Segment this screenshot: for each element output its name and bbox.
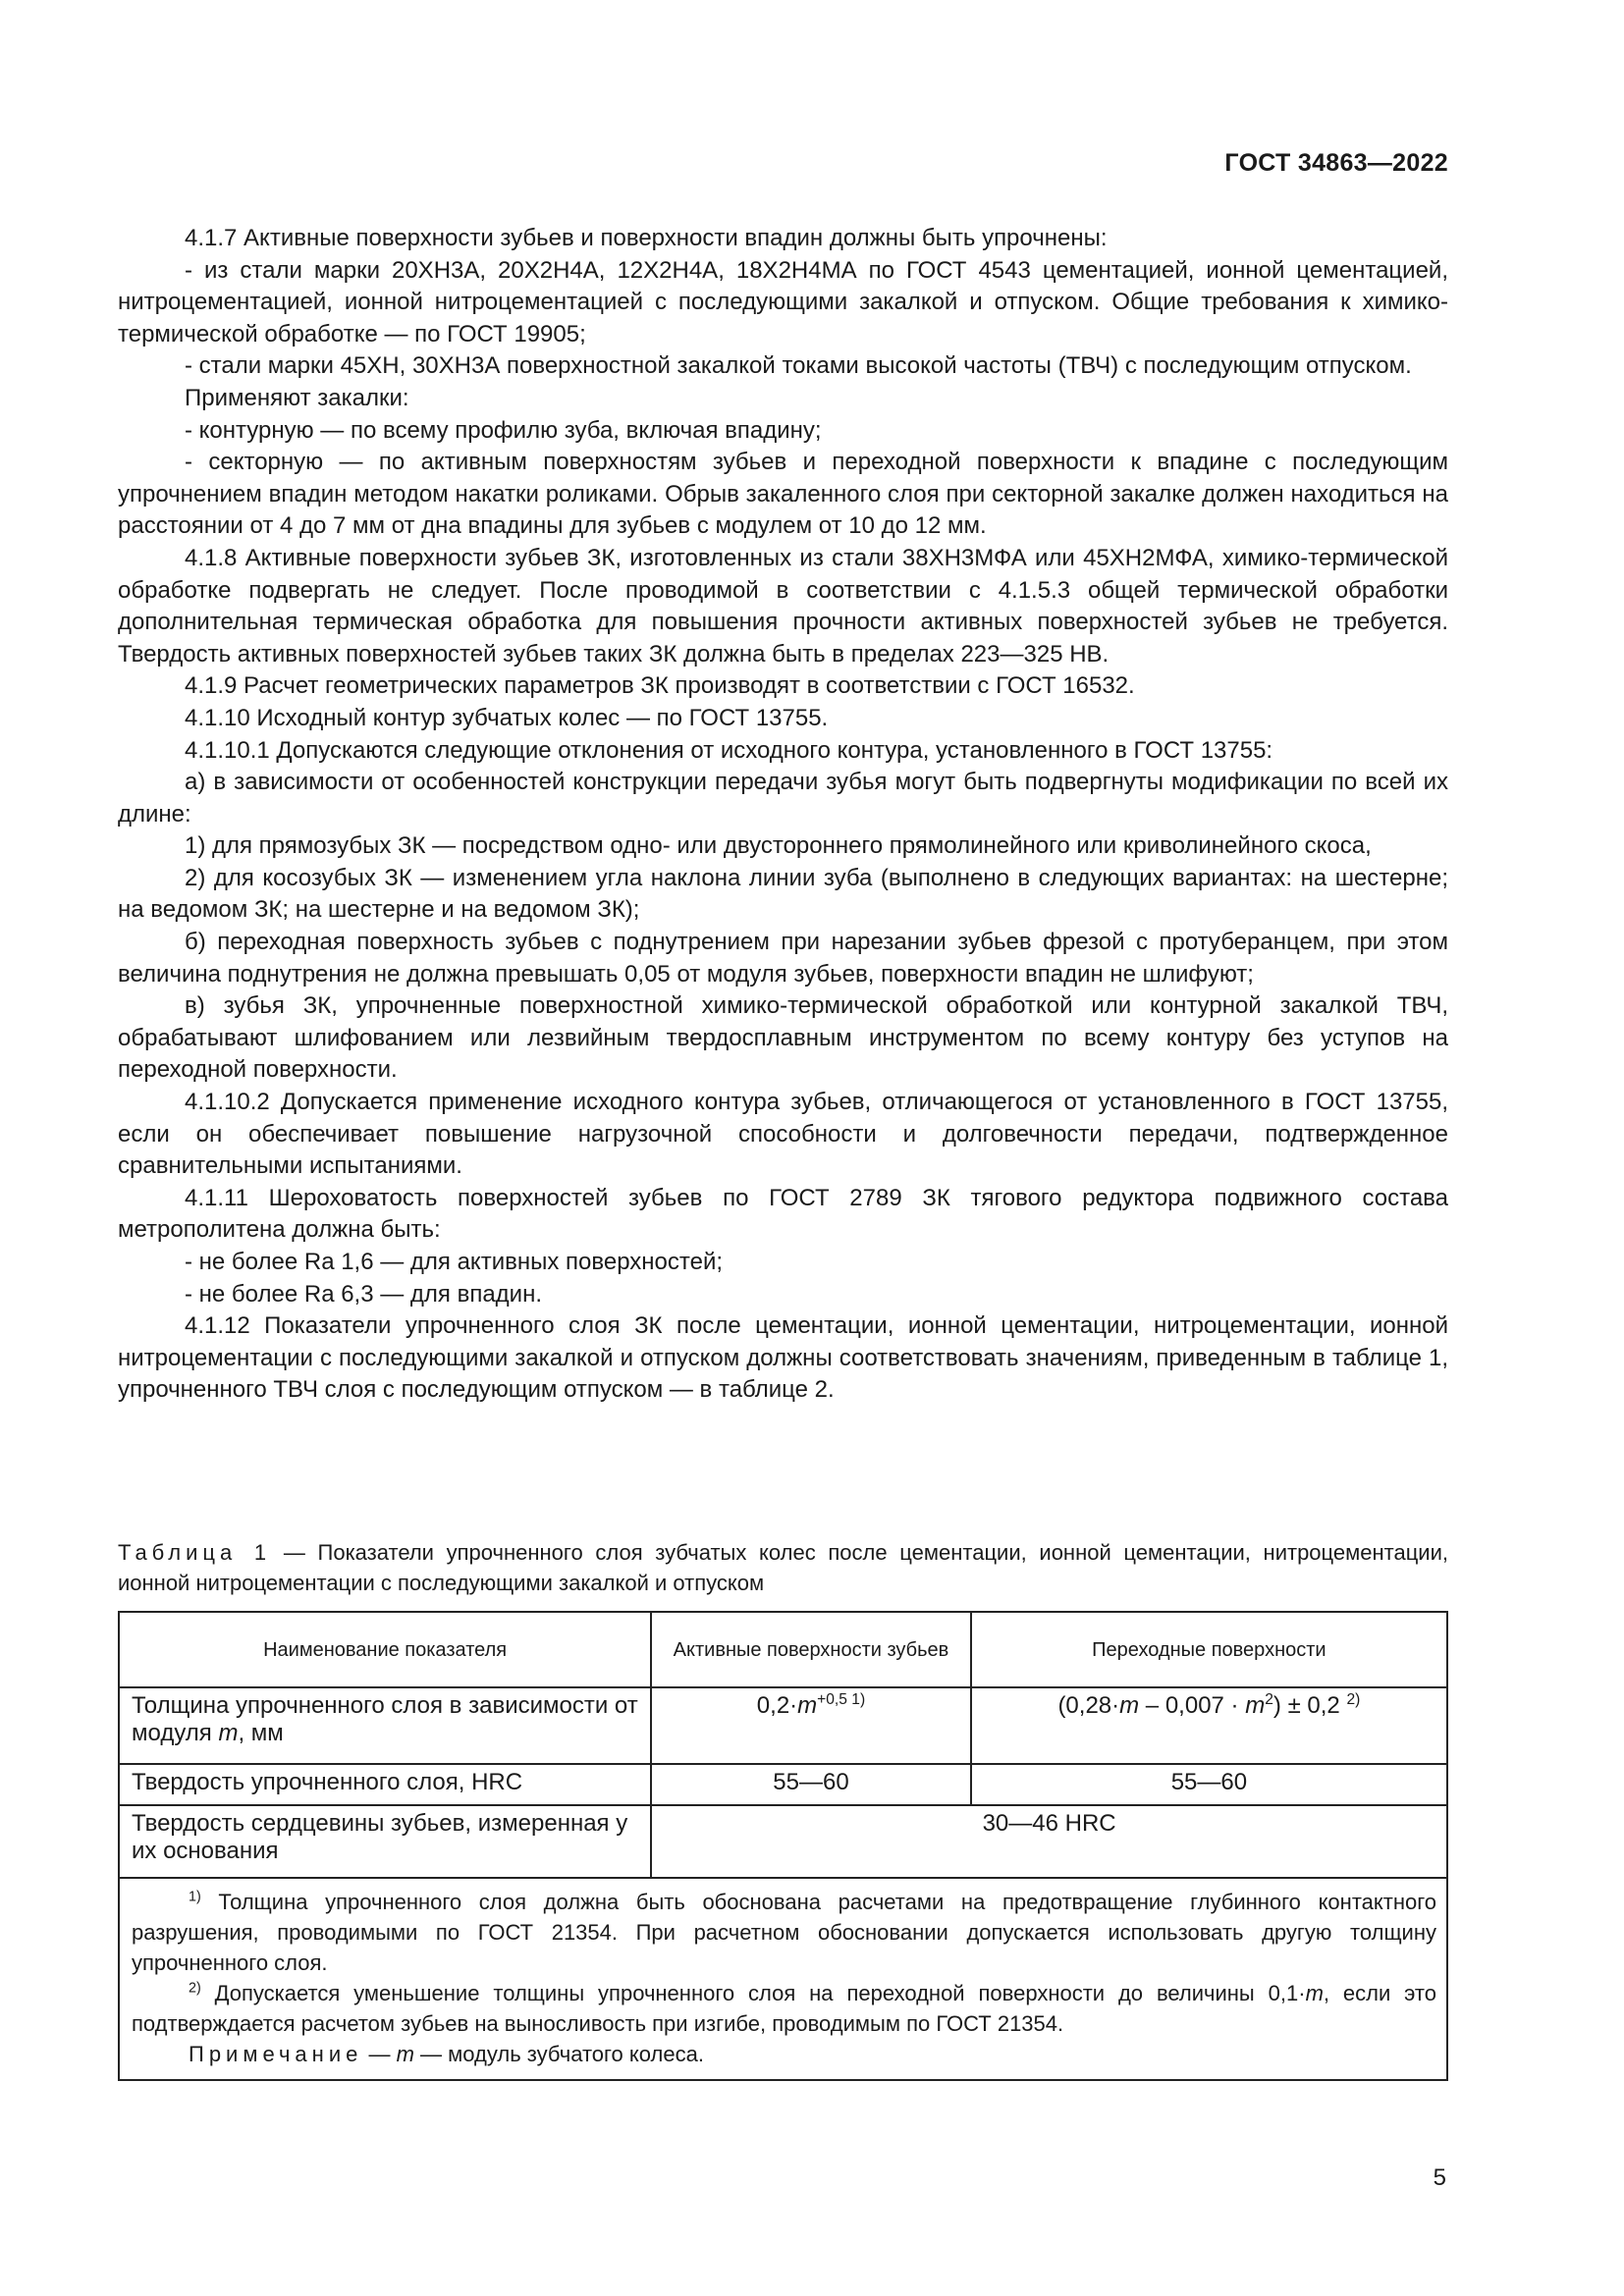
table-footnotes — [119, 1878, 1447, 2080]
paragraph: 4.1.10.2 Допускается применение исходного контура зубьев, отличающегося от установленного в ГОСТ 13755, если он обеспечивает повышение нагрузочной способности и долговечности передачи, подтвержденное сравнительными испытаниями. — [118, 1089, 1448, 1180]
table-footnotes-row — [119, 1878, 1447, 2080]
paragraph: - из стали марки 20ХН3А, 20Х2Н4А, 12Х2Н4А, 18Х2Н4МА по ГОСТ 4543 цементацией, ионной цементацией, нитроцементацией, ионной нитроцементацией с последующими закалкой и отпуском. Общие требования к химико-термической обработке — по ГОСТ 19905; — [118, 256, 1448, 347]
cell-layer-thickness-transition: $(0,28\cdot m - 0,007 \cdot m^2) \pm 0,2$ $^{2)}$ — [971, 1687, 1447, 1764]
paragraph: - не более Ra 6,3 — для впадин. — [185, 1280, 543, 1308]
header-cell-active-surfaces: Активные поверхности зубьев — [651, 1612, 971, 1687]
paragraph: 4.1.10.1 Допускаются следующие отклонения от исходного контура, установленного в ГОСТ 13755: — [185, 736, 1273, 764]
paragraph: 4.1.12 Показатели упрочненного слоя ЗК после цементации, ионной цементации, нитроцементации, ионной нитроцементации с последующими закалкой и отпуском должны соответствовать значениям, приведенным в таблице 1, упрочненного ТВЧ слоя с последующим отпуском — в таблице 2. — [118, 1312, 1448, 1404]
header-cell-transition-surfaces: Переходные поверхности — [971, 1612, 1447, 1687]
table-caption-text: — Показатели упрочненного слоя зубчатых колес после цементации, ионной цементации, нитроцементации, ионной нитроцементации с последующими закалкой и отпуском — [118, 1540, 1448, 1595]
paragraph: - секторную — по активным поверхностям зубьев и переходной поверхности к впадине с последующим упрочнением впадин методом накатки роликами. Обрыв закаленного слоя при секторной закалке должен находиться на расстоянии от 4 до 7 мм от дна впадины для зубьев с модулем от 10 до 12 мм. — [118, 449, 1448, 540]
paragraph: - контурную — по всему профилю зуба, включая впадину; — [185, 416, 822, 444]
table-row — [119, 1764, 1447, 1805]
header-cell-indicator: Наименование показателя — [119, 1612, 651, 1687]
cell-layer-thickness-active: $0,2\cdot m^{+0,5 1)}$ — [651, 1687, 971, 1764]
paragraph: б) переходная поверхность зубьев с поднутрением при нарезании зубьев фрезой с протуберанцем, при этом величина поднутрения не должна превышать 0,05 от модуля зубьев, поверхности впадин не шлифуют; — [118, 929, 1448, 988]
cell-layer-hardness-active: 55—60 — [651, 1764, 971, 1805]
cell-layer-hardness-transition: 55—60 — [971, 1764, 1447, 1805]
table-caption-label: Таблица 1 — [118, 1540, 272, 1565]
table-caption — [118, 1537, 1448, 1598]
paragraph: - не более Ra 1,6 — для активных поверхностей; — [185, 1249, 724, 1275]
paragraph: 4.1.8 Активные поверхности зубьев ЗК, изготовленных из стали 38ХН3МФА или 45ХН2МФА, химико-термической обработке подвергать не следует. После проводимой в соответствии с 4.1.5.3 общей термической обработки дополнительная термическая обработка для повышения прочности активных поверхностей зубьев не требуется. Твердость активных поверхностей зубьев таких ЗК должна быть в пределах 223—325 НВ. — [118, 544, 1448, 667]
cell-layer-thickness-label: Толщина упрочненного слоя в зависимости от модуля m, мм — [119, 1687, 651, 1764]
footnote-2: $^{2)}$ Допускается уменьшение толщины упрочненного слоя на переходной поверхности до величины 0,1·m, если это подтверждается расчетом зубьев на выносливость при изгибе, проводимым по ГОСТ 21354. — [132, 1980, 1436, 2036]
paragraph: 1) для прямозубых ЗК — посредством одно- или двустороннего прямолинейного или криволинейного скоса, — [185, 832, 1372, 860]
paragraph: 4.1.10 Исходный контур зубчатых колес — по ГОСТ 13755. — [185, 704, 829, 731]
body-text — [118, 223, 1448, 1407]
paragraph: 4.1.11 Шероховатость поверхностей зубьев по ГОСТ 2789 ЗК тягового редуктора подвижного состава метрополитена должна быть: — [118, 1184, 1448, 1244]
document-id-header: ГОСТ 34863—2022 — [1224, 149, 1448, 177]
cell-core-hardness-label: Твердость сердцевины зубьев, измеренная у их основания — [119, 1805, 651, 1878]
hardened-layer-table — [118, 1611, 1448, 2081]
paragraph: 2) для косозубых ЗК — изменением угла наклона линии зуба (выполнено в следующих вариантах: на шестерне; на ведомом ЗК; на шестерне и на ведомом ЗК); — [118, 864, 1448, 924]
page-number: 5 — [1433, 2164, 1446, 2191]
paragraph: в) зубья ЗК, упрочненные поверхностной химико-термической обработкой или контурной закалкой ТВЧ, обрабатывают шлифованием или лезвийным твердосплавным инструментом по всему контуру без уступов на переходной поверхности. — [118, 992, 1448, 1084]
table-row — [119, 1687, 1447, 1764]
paragraph: а) в зависимости от особенностей конструкции передачи зубья могут быть подвергнуты модификации по всей их длине: — [118, 769, 1448, 828]
paragraph: 4.1.9 Расчет геометрических параметров ЗК производят в соответствии с ГОСТ 16532. — [185, 672, 1135, 700]
paragraph: 4.1.7 Активные поверхности зубьев и поверхности впадин должны быть упрочнены: — [185, 225, 1108, 251]
paragraph: - стали марки 45ХН, 30ХН3А поверхностной закалкой токами высокой частоты (ТВЧ) с последующим отпуском. — [185, 352, 1412, 380]
cell-layer-hardness-label: Твердость упрочненного слоя, HRC — [119, 1764, 651, 1805]
table-note: Примечание — m — модуль зубчатого колеса. — [189, 2042, 704, 2066]
table-header-row — [119, 1612, 1447, 1687]
footnote-1: $^{1)}$ Толщина упрочненного слоя должна быть обоснована расчетами на предотвращение глубинного контактного разрушения, проводимыми по ГОСТ 21354. При расчетном обосновании допускается использовать другую толщину упрочненного слоя. — [132, 1889, 1436, 1975]
cell-core-hardness-value: 30—46 HRC — [651, 1805, 1447, 1878]
paragraph: Применяют закалки: — [185, 384, 409, 411]
table-row — [119, 1805, 1447, 1878]
